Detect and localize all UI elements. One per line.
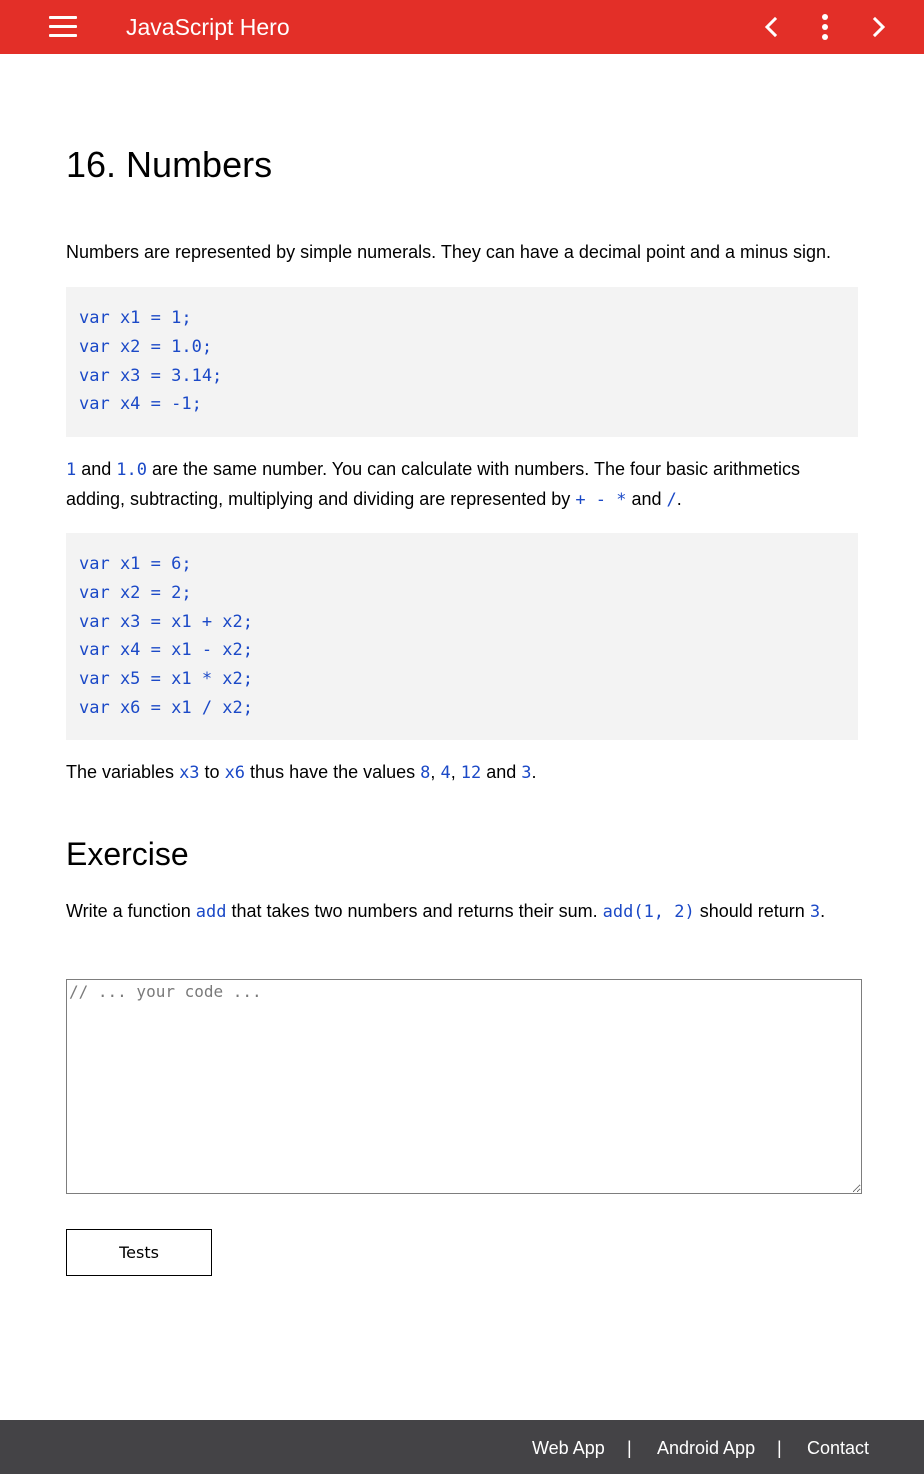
paragraph-text: , xyxy=(430,762,441,782)
code-editor-input[interactable] xyxy=(66,979,862,1194)
paragraph-text: are the same number. You can calculate with numbers. The four basic arithmetics adding, subtracting, multiplying and dividing are represented by xyxy=(66,459,801,509)
lesson-paragraph-values xyxy=(66,758,862,788)
inline-code: 3 xyxy=(521,763,532,783)
code-line: var x4 = -1; xyxy=(79,394,202,415)
inline-code: add xyxy=(195,902,227,922)
paragraph-text: and xyxy=(626,489,667,509)
lesson-paragraph-arithmetic xyxy=(66,455,862,515)
paragraph-text: . xyxy=(820,901,826,921)
inline-code: 1.0 xyxy=(116,460,148,480)
footer xyxy=(0,1420,924,1474)
inline-code: add(1, 2) xyxy=(602,902,695,922)
code-line: var x1 = 6; xyxy=(79,554,192,574)
inline-code: + - * xyxy=(575,490,627,510)
code-line: var x1 = 1; xyxy=(79,308,192,328)
paragraph-text: to xyxy=(199,762,225,782)
inline-code: 8 xyxy=(420,763,431,783)
hamburger-menu-icon[interactable] xyxy=(44,10,82,44)
paragraph-text: and xyxy=(481,762,522,782)
code-line: var x3 = 3.14; xyxy=(79,365,223,386)
code-line: var x4 = x1 - x2; xyxy=(79,640,253,661)
chevron-right-icon[interactable] xyxy=(859,7,899,47)
code-example-1 xyxy=(66,287,858,437)
code-example-2 xyxy=(66,533,858,740)
tests-button[interactable]: Tests xyxy=(66,1229,212,1276)
inline-code: 3 xyxy=(809,902,821,922)
footer-link-contact[interactable]: Contact xyxy=(807,1438,870,1458)
code-line: var x2 = 2; xyxy=(79,582,192,603)
paragraph-text: that takes two numbers and returns their sum. xyxy=(226,901,603,921)
inline-code: 1 xyxy=(66,460,77,480)
paragraph-text: . xyxy=(676,489,682,509)
inline-code: 12 xyxy=(460,763,482,783)
footer-link-android-app[interactable]: Android App xyxy=(657,1438,756,1458)
code-line: var x6 = x1 / x2; xyxy=(79,697,253,718)
paragraph-text: thus have the values xyxy=(245,762,421,782)
inline-code: x6 xyxy=(224,763,246,783)
inline-code: 4 xyxy=(440,763,451,783)
lesson-intro: Numbers are represented by simple numerals. They can have a decimal point and a minus sign. xyxy=(66,242,832,262)
paragraph-text: should return xyxy=(694,901,810,921)
inline-code: / xyxy=(666,490,677,510)
more-vertical-icon[interactable] xyxy=(805,7,845,47)
app-title: JavaScript Hero xyxy=(126,14,290,40)
code-line: var x3 = x1 + x2; xyxy=(79,611,253,632)
code-line: var x5 = x1 * x2; xyxy=(79,669,253,690)
code-line: var x2 = 1.0; xyxy=(79,336,213,357)
footer-link-web-app[interactable]: Web App xyxy=(532,1438,605,1458)
paragraph-text: Write a function xyxy=(66,901,196,921)
exercise-description xyxy=(66,897,862,927)
exercise-heading: Exercise xyxy=(66,836,189,872)
footer-separator: | xyxy=(777,1438,782,1458)
paragraph-text: The variables xyxy=(66,762,180,782)
paragraph-text: and xyxy=(76,459,117,479)
inline-code: x3 xyxy=(179,763,200,783)
page-title: 16. Numbers xyxy=(66,144,273,185)
chevron-left-icon[interactable] xyxy=(751,7,791,47)
paragraph-text: . xyxy=(531,762,537,782)
app-bar xyxy=(0,0,924,54)
footer-separator: | xyxy=(627,1438,632,1458)
paragraph-text: , xyxy=(450,762,461,782)
